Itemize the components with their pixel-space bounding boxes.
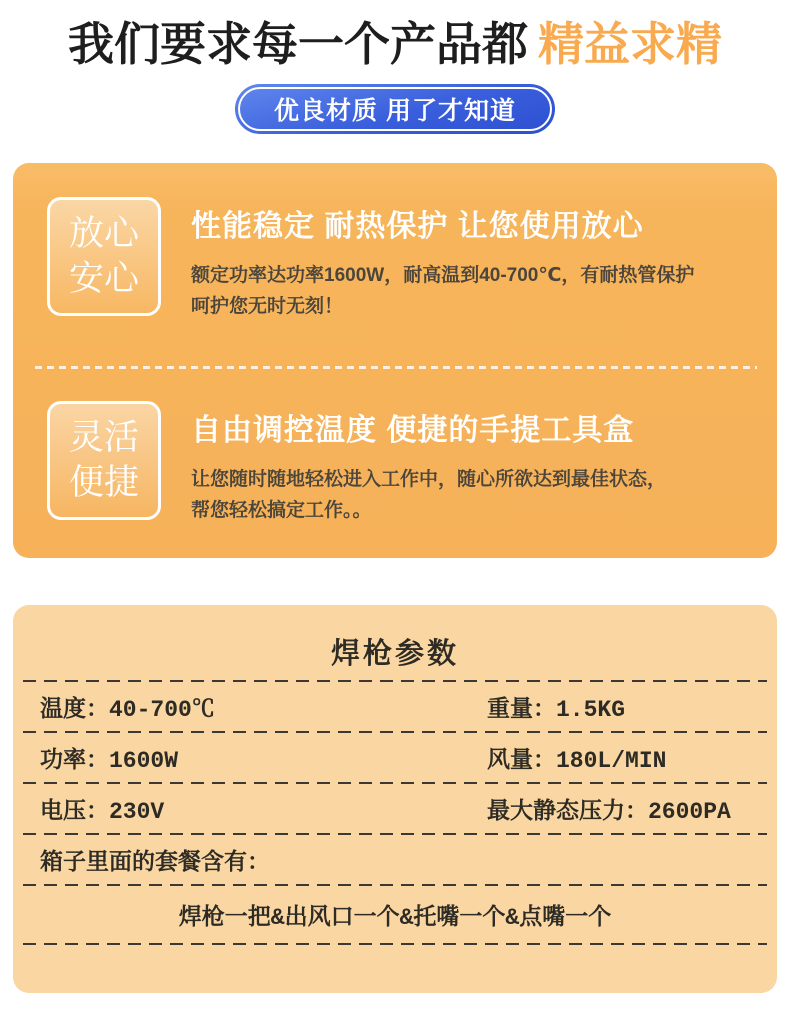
specs-title: 焊枪参数 — [330, 637, 459, 670]
spec-power: 功率：1600W — [40, 747, 179, 774]
safety-badge — [47, 197, 161, 316]
specs-card — [13, 605, 777, 993]
spec-voltage: 电压：230V — [40, 798, 165, 825]
spec-row-voltage-pressure — [13, 784, 777, 833]
flexibility-feature-heading: 自由调控温度 便捷的手提工具盒 — [191, 413, 635, 447]
flexibility-feature-text — [191, 401, 666, 526]
material-quality-pill-label: 优良材质 用了才知道 — [238, 87, 552, 131]
page-title — [0, 18, 790, 71]
spec-temperature: 温度：40-700℃ — [40, 696, 215, 723]
spec-row-package-contents — [13, 886, 777, 943]
spec-row-package-label — [13, 835, 777, 884]
flexibility-badge — [47, 401, 161, 520]
spec-divider — [23, 943, 767, 945]
spec-row-temperature-weight — [13, 682, 777, 731]
spec-max-static-pressure: 最大静态压力：2600PA — [487, 798, 731, 825]
spec-weight: 重量：1.5KG — [487, 696, 626, 723]
flexibility-feature-body-line1: 让您随时随地轻松进入工作中，随心所欲达到最佳状态， — [191, 468, 667, 490]
safety-feature-text — [191, 197, 694, 322]
feature-card — [13, 163, 777, 558]
flexibility-feature-body-line2: 帮您轻松搞定工作。。 — [191, 499, 372, 521]
flexibility-badge-line2: 便捷 — [68, 463, 139, 503]
safety-feature-body-line1: 额定功率达功率1600W，耐高温到40-700℃，有耐热管保护 — [191, 264, 695, 286]
feature-section-safety — [13, 197, 777, 322]
package-contents: 焊枪一把&出风口一个&托嘴一个&点嘴一个 — [178, 904, 612, 931]
safety-feature-body-line2: 呵护您无时无刻！ — [191, 295, 344, 317]
safety-feature-heading: 性能稳定 耐热保护 让您使用放心 — [191, 209, 644, 243]
spec-row-power-airflow — [13, 733, 777, 782]
page-title-highlight: 精益求精 — [538, 18, 722, 70]
material-quality-pill — [235, 84, 555, 134]
dashed-divider — [35, 366, 757, 369]
safety-badge-line2: 安心 — [68, 259, 139, 299]
hero-section — [0, 0, 790, 134]
flexibility-badge-line1: 灵活 — [68, 417, 139, 457]
safety-badge-line1: 放心 — [68, 213, 139, 253]
feature-section-flexibility — [13, 401, 777, 526]
page-title-prefix: 我们要求每一个产品都 — [68, 18, 528, 70]
spec-airflow: 风量：180L/MIN — [487, 747, 667, 774]
package-label: 箱子里面的套餐含有： — [40, 849, 270, 876]
